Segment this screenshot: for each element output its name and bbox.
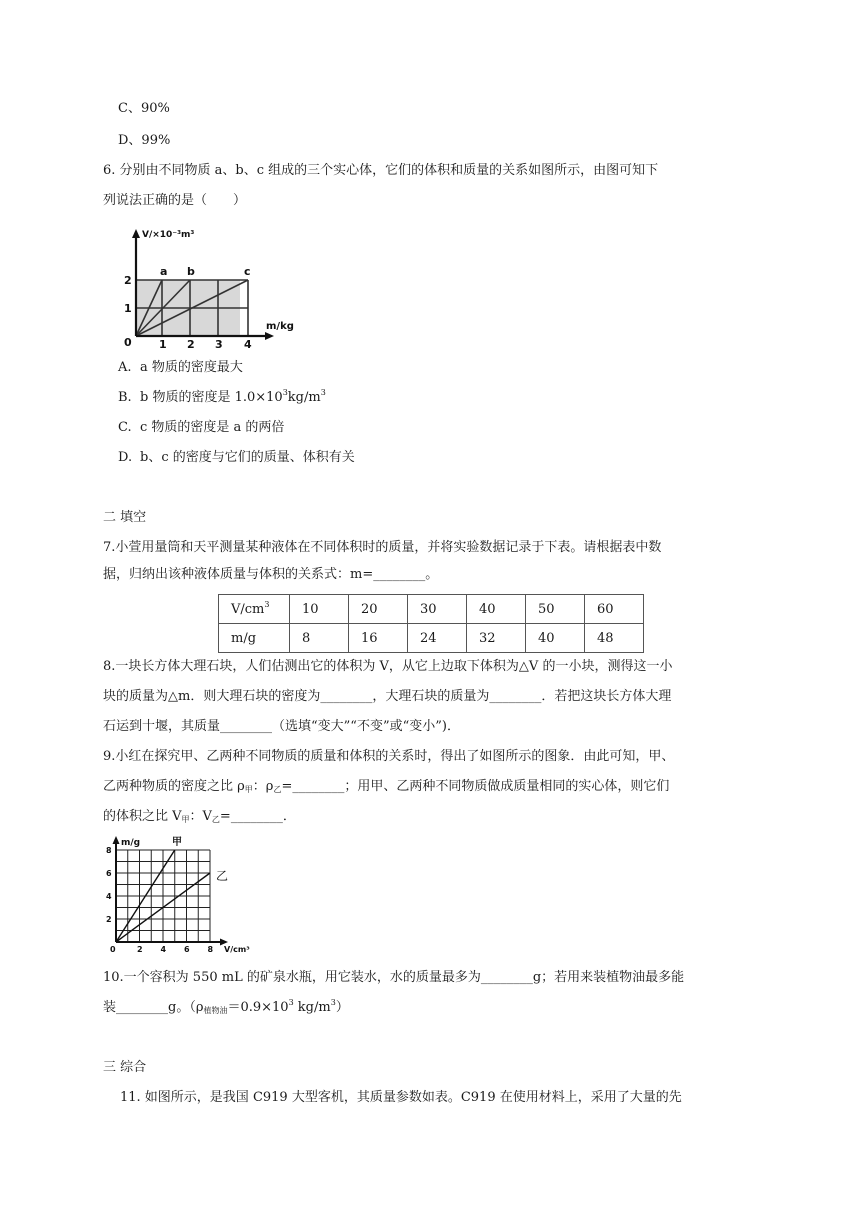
- q10-line2: 装________g。（$\rho_{植物油}=0.9\times 10^3$ $kg/m^3$）: [103, 998, 349, 1015]
- table-cell: 60: [585, 595, 644, 624]
- q8-line3: 石运到十堰，其质量________（选填“变大”“不变”或“变小”)．: [103, 719, 460, 734]
- q9-fig-y-label: m/g: [121, 838, 141, 848]
- q6-fig-x-tick-4: 4: [244, 338, 252, 350]
- q6-fig-x-label: m/kg: [266, 321, 294, 332]
- table-header-volume: $V/cm^3$: [219, 595, 290, 624]
- q6-option-b-unit: kg/m: [287, 390, 321, 405]
- q9-line3: 的体积之比 $V_甲$：$V_乙=\_\_\_\_\_\_\_\_$．: [103, 809, 296, 824]
- q8-line2: 块的质量为△m．则大理石块的密度为________，大理石块的质量为________．若把这块长方体大理: [103, 689, 672, 704]
- q9-figure: [102, 834, 262, 954]
- q6-fig-x-tick-3: 3: [215, 338, 223, 350]
- q6-option-b-sup2: 3: [320, 388, 326, 397]
- q6-option-b-text: b 物质的密度是 1.0×10: [140, 390, 283, 405]
- table-row: [219, 624, 644, 653]
- q9-fig-y-tick-4: 4: [106, 892, 112, 901]
- table-cell: 32: [467, 624, 526, 653]
- q6-fig-point-b: b: [187, 265, 195, 278]
- q6-option-a-text: a 物质的密度最大: [140, 360, 243, 375]
- q6-fig-y-label: V/×10⁻³m³: [142, 230, 195, 240]
- q9-fig-x-tick-8: 8: [207, 945, 214, 954]
- q9-fig-y-tick-2: 2: [106, 915, 112, 924]
- table-row: [219, 595, 644, 624]
- q5-option-d: D、99%: [118, 133, 171, 148]
- q6-option-c-text: c 物质的密度是 a 的两倍: [140, 420, 285, 435]
- q6-figure: [120, 225, 300, 350]
- q9-fig-y-tick-8: 8: [106, 846, 112, 855]
- q9-fig-x-tick-4: 4: [160, 945, 167, 954]
- q9-fig-x-tick-2: 2: [137, 945, 143, 954]
- q9-line1: 9.小红在探究甲、乙两种不同物质的质量和体积的关系时，得出了如图所示的图象．由此可知，甲、: [103, 749, 675, 764]
- q6-option-c: [118, 418, 284, 438]
- q6-fig-x-tick-0: 0: [124, 336, 132, 349]
- q9-fig-series-yi: 乙: [216, 869, 229, 883]
- q6-option-a: [118, 358, 243, 378]
- q6-option-a-letter: A.: [118, 360, 132, 375]
- table-cell: 48: [585, 624, 644, 653]
- q6-fig-point-a: a: [160, 265, 168, 278]
- q9-fig-x-tick-0: 0: [110, 945, 116, 954]
- q6-fig-x-tick-1: 1: [159, 338, 167, 350]
- q8-line1: 8.一块长方体大理石块，人们估测出它的体积为 V，从它上边取下体积为△V 的一小块，测得这一小: [103, 659, 673, 674]
- q6-fig-point-c: c: [244, 265, 251, 278]
- q9-line2: 乙两种物质的密度之比 $\rho_甲$：$\rho_乙=\_\_\_\_\_\_\_\_$；用甲、乙两种不同物质做成质量相同的实心体，则它们: [103, 779, 670, 794]
- q7-line1: 7.小萱用量筒和天平测量某种液体在不同体积时的质量，并将实验数据记录于下表。请根据表中数: [103, 540, 662, 555]
- section3-title: 三 综合: [103, 1060, 147, 1075]
- q6-fig-y-tick-1: 1: [124, 302, 132, 315]
- q7-line2: 据，归纳出该种液体质量与体积的关系式：m=________。: [103, 567, 439, 582]
- q6-fig-y-tick-2: 2: [124, 274, 132, 287]
- table-header-mass: m/g: [219, 624, 290, 653]
- q6-stem-line1: 6. 分别由不同物质 a、b、c 组成的三个实心体，它们的体积和质量的关系如图所示，由图可知下: [103, 163, 659, 178]
- q9-fig-series-jia: 甲: [172, 837, 182, 848]
- q6-option-d-letter: D.: [118, 450, 133, 465]
- table-cell: 50: [526, 595, 585, 624]
- q6-option-b-letter: B.: [118, 390, 132, 405]
- q5-option-c: C、90%: [118, 101, 170, 116]
- q6-option-c-letter: C.: [118, 420, 132, 435]
- table-cell: 40: [526, 624, 585, 653]
- table-cell: 40: [467, 595, 526, 624]
- q6-stem-line2: 列说法正确的是（ ）: [103, 193, 247, 208]
- q7-data-table: [218, 594, 644, 653]
- table-cell: 16: [349, 624, 408, 653]
- table-cell: 30: [408, 595, 467, 624]
- q9-fig-y-tick-6: 6: [106, 869, 112, 878]
- q9-fig-x-label: V/cm³: [224, 945, 250, 954]
- q6-option-d: [118, 448, 355, 468]
- q6-fig-x-tick-2: 2: [187, 338, 195, 350]
- table-cell: 24: [408, 624, 467, 653]
- q11-line1: 11. 如图所示，是我国 C919 大型客机，其质量参数如表。C919 在使用材料上，采用了大量的先: [120, 1090, 682, 1105]
- q9-fig-x-tick-6: 6: [184, 945, 190, 954]
- section2-title: 二 填空: [103, 510, 147, 525]
- q6-option-b-sup: 3: [282, 388, 288, 397]
- q6-option-b: [118, 388, 326, 408]
- table-cell: 8: [290, 624, 349, 653]
- q6-option-d-text: b、c 的密度与它们的质量、体积有关: [140, 450, 355, 465]
- q10-line1: 10.一个容积为 550 mL 的矿泉水瓶，用它装水，水的质量最多为________g；若用来装植物油最多能: [103, 970, 685, 985]
- table-cell: 20: [349, 595, 408, 624]
- table-cell: 10: [290, 595, 349, 624]
